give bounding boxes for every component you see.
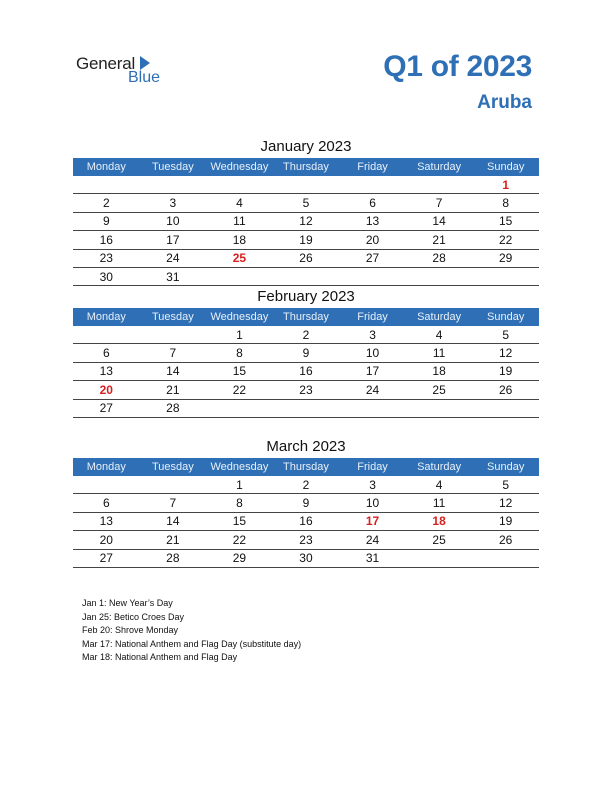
date-cell: 3 [339, 476, 406, 494]
weekday-header: Tuesday [140, 458, 207, 476]
date-cell: 8 [206, 344, 273, 362]
weekday-header: Monday [73, 308, 140, 326]
date-cell: 22 [206, 531, 273, 549]
date-cell: 19 [472, 512, 539, 530]
date-cell: 24 [140, 249, 207, 267]
date-cell: 10 [339, 344, 406, 362]
date-cell [472, 399, 539, 417]
calendar-table [73, 158, 539, 286]
date-cell: 3 [140, 194, 207, 212]
date-cell: 5 [472, 476, 539, 494]
date-cell: 7 [140, 344, 207, 362]
date-cell: 26 [472, 381, 539, 399]
date-cell [406, 267, 473, 285]
holiday-date-cell: 17 [339, 512, 406, 530]
week-row [73, 326, 539, 344]
calendar-table [73, 308, 539, 418]
date-cell [140, 476, 207, 494]
date-cell: 21 [406, 231, 473, 249]
week-row [73, 212, 539, 230]
date-cell: 19 [273, 231, 340, 249]
week-row [73, 344, 539, 362]
date-cell: 1 [206, 476, 273, 494]
week-row [73, 549, 539, 567]
weekday-header: Thursday [273, 458, 340, 476]
weekday-header: Thursday [273, 158, 340, 176]
date-cell: 7 [406, 194, 473, 212]
date-cell: 16 [273, 362, 340, 380]
date-cell: 28 [406, 249, 473, 267]
holiday-notes [82, 597, 301, 665]
week-row [73, 512, 539, 530]
holiday-date-cell: 20 [73, 381, 140, 399]
weekday-header: Monday [73, 458, 140, 476]
date-cell: 2 [273, 326, 340, 344]
week-row [73, 267, 539, 285]
week-row [73, 231, 539, 249]
date-cell [472, 549, 539, 567]
date-cell [273, 176, 340, 194]
date-cell: 20 [73, 531, 140, 549]
date-cell: 9 [73, 212, 140, 230]
date-cell: 19 [472, 362, 539, 380]
date-cell: 3 [339, 326, 406, 344]
date-cell: 28 [140, 399, 207, 417]
country-name: Aruba [477, 92, 532, 113]
date-cell: 21 [140, 531, 207, 549]
date-cell: 13 [73, 512, 140, 530]
weekday-header: Friday [339, 308, 406, 326]
month-title: March 2023 [266, 438, 346, 455]
date-cell: 22 [472, 231, 539, 249]
date-cell: 17 [140, 231, 207, 249]
date-cell: 1 [206, 326, 273, 344]
date-cell: 14 [140, 362, 207, 380]
date-cell: 11 [206, 212, 273, 230]
date-cell: 4 [406, 326, 473, 344]
weekday-header: Sunday [472, 308, 539, 326]
weekday-header: Sunday [472, 158, 539, 176]
date-cell [339, 399, 406, 417]
date-cell: 27 [73, 399, 140, 417]
month-title: January 2023 [260, 138, 352, 155]
date-cell: 13 [339, 212, 406, 230]
date-cell [472, 267, 539, 285]
weekday-header: Saturday [406, 158, 473, 176]
date-cell: 26 [273, 249, 340, 267]
date-cell: 5 [273, 194, 340, 212]
weekday-header: Friday [339, 458, 406, 476]
date-cell: 9 [273, 344, 340, 362]
holiday-note: Feb 20: Shrove Monday [82, 625, 179, 635]
date-cell: 7 [140, 494, 207, 512]
date-cell: 29 [206, 549, 273, 567]
holiday-note: Jan 25: Betico Croes Day [82, 611, 185, 622]
week-row [73, 399, 539, 417]
date-cell: 31 [339, 549, 406, 567]
date-cell [206, 267, 273, 285]
month-march [73, 436, 539, 568]
date-cell: 2 [273, 476, 340, 494]
calendar-table [73, 458, 539, 568]
date-cell: 10 [140, 212, 207, 230]
date-cell: 24 [339, 531, 406, 549]
date-cell: 6 [73, 344, 140, 362]
date-cell: 23 [273, 531, 340, 549]
date-cell: 11 [406, 344, 473, 362]
date-cell: 25 [406, 381, 473, 399]
date-cell [406, 176, 473, 194]
holiday-note: Mar 18: National Anthem and Flag Day [82, 652, 238, 662]
month-title: February 2023 [257, 288, 355, 305]
date-cell: 14 [406, 212, 473, 230]
week-row [73, 381, 539, 399]
date-cell [406, 399, 473, 417]
logo-text-general: General [76, 54, 136, 73]
week-row [73, 476, 539, 494]
week-row [73, 194, 539, 212]
date-cell: 24 [339, 381, 406, 399]
date-cell: 2 [73, 194, 140, 212]
date-cell: 16 [73, 231, 140, 249]
date-cell: 30 [73, 267, 140, 285]
date-cell: 8 [472, 194, 539, 212]
date-cell: 15 [472, 212, 539, 230]
week-row [73, 249, 539, 267]
date-cell: 18 [206, 231, 273, 249]
date-cell: 22 [206, 381, 273, 399]
date-cell: 5 [472, 326, 539, 344]
date-cell: 12 [472, 494, 539, 512]
date-cell: 29 [472, 249, 539, 267]
generalblue-logo [76, 54, 176, 88]
weekday-header: Thursday [273, 308, 340, 326]
page-title: Q1 of 2023 [383, 50, 532, 83]
date-cell [273, 267, 340, 285]
weekday-header: Wednesday [206, 158, 273, 176]
holiday-date-cell: 25 [206, 249, 273, 267]
date-cell [140, 176, 207, 194]
date-cell [339, 176, 406, 194]
date-cell: 6 [339, 194, 406, 212]
weekday-header-row [73, 158, 539, 176]
date-cell: 9 [273, 494, 340, 512]
week-row [73, 176, 539, 194]
logo-text-blue: Blue [128, 69, 161, 86]
date-cell [406, 549, 473, 567]
date-cell [206, 176, 273, 194]
weekday-header: Saturday [406, 308, 473, 326]
date-cell: 11 [406, 494, 473, 512]
week-row [73, 362, 539, 380]
date-cell: 4 [406, 476, 473, 494]
date-cell: 28 [140, 549, 207, 567]
date-cell: 13 [73, 362, 140, 380]
date-cell: 8 [206, 494, 273, 512]
date-cell: 17 [339, 362, 406, 380]
week-row [73, 494, 539, 512]
weekday-header-row [73, 308, 539, 326]
date-cell: 27 [339, 249, 406, 267]
weekday-header: Tuesday [140, 158, 207, 176]
date-cell: 12 [273, 212, 340, 230]
month-february [73, 286, 539, 418]
weekday-header: Wednesday [206, 308, 273, 326]
weekday-header: Wednesday [206, 458, 273, 476]
logo-flag-icon [140, 56, 150, 70]
weekday-header: Monday [73, 158, 140, 176]
month-january [73, 136, 539, 286]
date-cell: 15 [206, 362, 273, 380]
date-cell: 10 [339, 494, 406, 512]
date-cell [73, 176, 140, 194]
week-row [73, 531, 539, 549]
date-cell [339, 267, 406, 285]
date-cell: 20 [339, 231, 406, 249]
date-cell: 31 [140, 267, 207, 285]
weekday-header: Sunday [472, 458, 539, 476]
date-cell [206, 399, 273, 417]
holiday-note: Jan 1: New Year’s Day [82, 598, 173, 608]
date-cell [73, 476, 140, 494]
date-cell: 27 [73, 549, 140, 567]
date-cell: 25 [406, 531, 473, 549]
date-cell [73, 326, 140, 344]
date-cell: 26 [472, 531, 539, 549]
date-cell: 21 [140, 381, 207, 399]
weekday-header: Tuesday [140, 308, 207, 326]
date-cell: 14 [140, 512, 207, 530]
holiday-date-cell: 18 [406, 512, 473, 530]
weekday-header-row [73, 458, 539, 476]
date-cell: 30 [273, 549, 340, 567]
date-cell: 12 [472, 344, 539, 362]
date-cell [273, 399, 340, 417]
date-cell: 23 [73, 249, 140, 267]
weekday-header: Friday [339, 158, 406, 176]
weekday-header: Saturday [406, 458, 473, 476]
date-cell [140, 326, 207, 344]
holiday-date-cell: 1 [472, 176, 539, 194]
date-cell: 18 [406, 362, 473, 380]
date-cell: 4 [206, 194, 273, 212]
holiday-note: Mar 17: National Anthem and Flag Day (substitute day) [82, 638, 302, 649]
date-cell: 23 [273, 381, 340, 399]
date-cell: 15 [206, 512, 273, 530]
date-cell: 16 [273, 512, 340, 530]
date-cell: 6 [73, 494, 140, 512]
